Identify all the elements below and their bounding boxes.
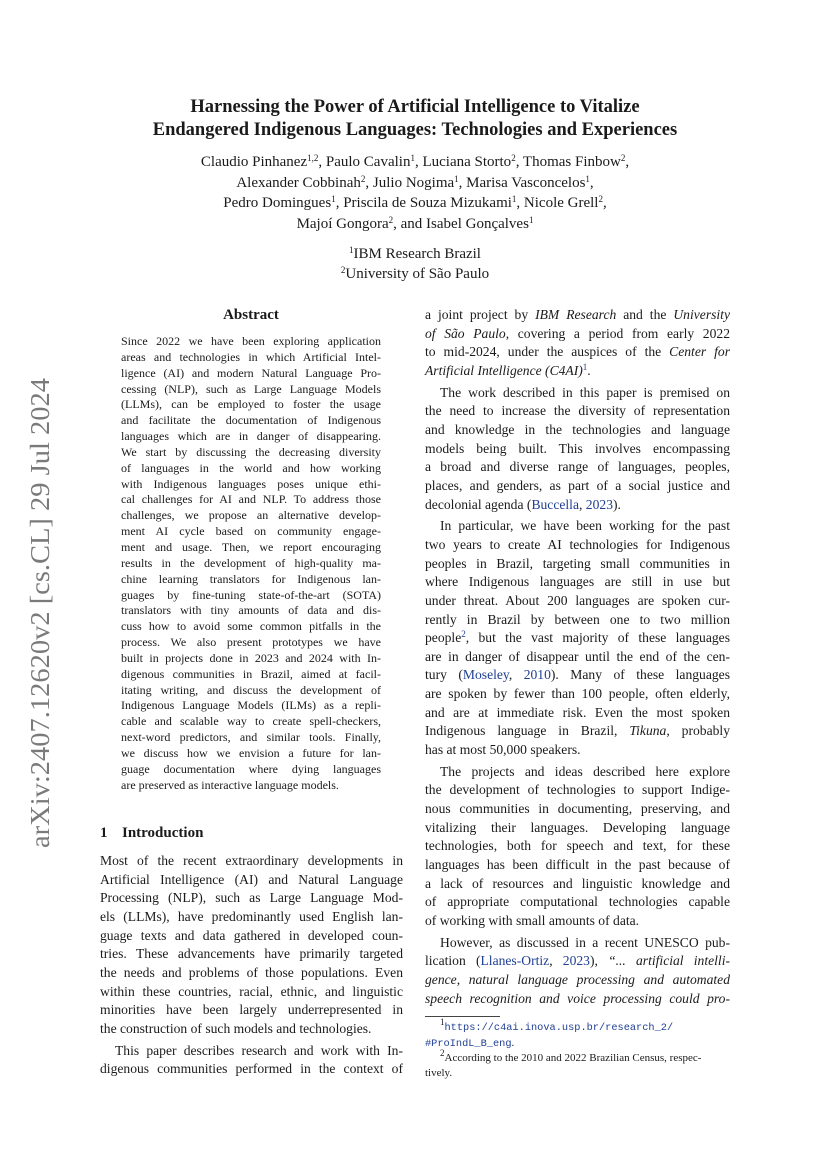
text-line: has at most 50,000 speakers.	[425, 742, 581, 758]
text-line: languages which are in danger of disappearing.	[121, 429, 381, 444]
paper-title-line-1: Harnessing the Power of Artificial Intelligence to Vitalize	[190, 97, 640, 117]
footnote-2	[425, 1048, 730, 1066]
affiliation-mark: 1	[349, 245, 354, 255]
text-line: Most of the recent extraordinary developments in	[100, 853, 403, 868]
quoted-text: speech recognition and voice processing could pro-	[425, 990, 730, 1006]
affiliation-mark: 1	[331, 194, 336, 204]
text-line: challenges, we propose an alternative develop-	[121, 508, 381, 523]
text-line: In particular, we have been working for the past	[440, 518, 730, 534]
text-line: places, and genders, as part of a social justice and	[425, 477, 730, 493]
affiliation-name: University of São Paulo	[345, 265, 490, 282]
paragraph	[425, 763, 730, 931]
text-run: a joint project by	[425, 307, 536, 322]
affiliation-mark: 2	[360, 173, 366, 184]
text-line: guages by fine-tuning state-of-the-art (SOTA)	[121, 587, 381, 602]
affiliation-mark: 1,2	[307, 153, 319, 163]
text-line: process. We also present prototypes we have	[121, 635, 381, 650]
left-column-text	[100, 852, 403, 1079]
footnote-1-cont	[425, 1036, 730, 1052]
text-line: cal challenges for AI and NLP. To address those	[121, 492, 381, 507]
text-line: are in danger of disappear until the end of the cen-	[425, 648, 730, 664]
affiliation-mark: 1	[410, 153, 415, 163]
text-line	[425, 952, 730, 971]
text-line: are preserved as interactive language models.	[121, 777, 339, 792]
citation-link[interactable]: 2010	[523, 667, 551, 683]
author-separator: ,	[625, 154, 630, 170]
text-line: and are at immediate risk. Even the most spoken	[425, 704, 730, 720]
text-line: vitalizing their languages. Developing language	[425, 819, 730, 835]
text-line: els (LLMs), have predominantly used English lan-	[100, 908, 403, 924]
emphasis-text: IBM Research	[535, 307, 617, 322]
affiliation-mark: 2	[620, 153, 626, 163]
text-line: cuss how to avoid some common pitfalls in the	[121, 619, 381, 634]
affiliation-2	[100, 265, 730, 285]
author-name: Majoí Gongora	[296, 215, 389, 232]
text-line: We start by discussing the decreasing diversity	[121, 444, 381, 459]
author-line-3	[100, 193, 730, 214]
text-run: Indigenous language in Brazil,	[425, 723, 630, 739]
right-column-text	[425, 306, 730, 1008]
text-line: the construction of such models and technologies.	[100, 1020, 372, 1036]
quoted-text: “... artificial intelli-	[608, 953, 730, 969]
affiliation-mark: 1	[585, 173, 590, 184]
text-line: the development of technologies to support Indige-	[425, 782, 730, 798]
text-line: guage documentation where dying languages	[121, 761, 381, 776]
text-line: Indigenous Language Models (ILMs) as a repli-	[121, 698, 381, 713]
text-run: ).	[612, 496, 621, 512]
text-line	[425, 362, 730, 381]
footnotes	[425, 1017, 730, 1080]
text-line: translators with tiny amounts of data and dis-	[121, 603, 381, 618]
author-list	[100, 152, 730, 234]
author-name: Claudio Pinhanez	[200, 154, 308, 170]
emphasis-text: Tikuna	[629, 723, 667, 739]
text-run: , covering a period from early 2022	[505, 325, 730, 341]
text-line: languages has been difficult in the past because of	[425, 857, 730, 873]
footnote-text: According to the 2010 and 2022 Brazilian Census, respec-	[444, 1052, 702, 1065]
author-line-1	[100, 152, 730, 173]
paragraph	[425, 517, 730, 629]
text-line: within these countries, racial, ethnic, and linguistic	[100, 983, 403, 999]
section-number: 1	[100, 825, 108, 841]
emphasis-text: of São Paulo	[425, 325, 506, 341]
text-run: lication (	[425, 953, 481, 969]
text-line	[425, 629, 730, 648]
citation-link[interactable]: 2023	[585, 496, 613, 512]
author-name: , Paulo Cavalin	[318, 154, 411, 170]
text-line: results in the development of high-quality ma-	[121, 555, 381, 570]
text-line	[425, 990, 730, 1009]
text-line: cable and scalable way to create spell-checkers,	[121, 714, 381, 729]
text-run: to mid-2024, under the auspices of the	[425, 344, 670, 360]
text-line: Since 2022 we have been exploring application	[121, 334, 381, 348]
text-run: ,	[508, 667, 524, 683]
text-line: and facilitate the documentation of Indigenous	[121, 413, 381, 428]
text-line: technologies, both for speech and text, for these	[425, 838, 730, 854]
author-name: , Marisa Vasconcelos	[458, 174, 586, 191]
text-run: , but the vast majority of these languages	[465, 630, 730, 646]
abstract-body	[121, 334, 381, 793]
text-run: .	[511, 1036, 515, 1049]
text-run: , probably	[666, 723, 730, 739]
text-line: tries. These advancements have primarily targeted	[100, 946, 403, 962]
author-separator: ,	[589, 174, 594, 191]
text-line: and knowledge in the technologies and language	[425, 421, 730, 437]
text-line: (LLMs), can be employed to foster the usage	[121, 397, 381, 412]
text-line	[425, 722, 730, 741]
author-name: , Julio Nogima	[365, 174, 455, 191]
section-heading-introduction	[100, 825, 402, 842]
text-line	[425, 666, 730, 685]
citation-link[interactable]: Buccella	[531, 496, 579, 512]
affiliation-mark: 1	[454, 173, 459, 184]
author-name: , Luciana Storto	[414, 154, 512, 170]
paper-title-line-2: Endangered Indigenous Languages: Technologies and Experiences	[152, 120, 678, 140]
text-line: Processing (NLP), such as Large Language Mod-	[100, 890, 403, 906]
text-line: with Indigenous languages poses unique ethi-	[121, 476, 381, 491]
text-run: tury (	[425, 667, 463, 683]
text-line: However, as discussed in a recent UNESCO pub-	[440, 934, 730, 950]
author-name: , and Isabel Gonçalves	[393, 215, 529, 232]
footnote-url-link[interactable]: https://c4ai.inova.usp.br/research_2/	[444, 1022, 674, 1034]
affiliation-1	[100, 245, 730, 265]
text-run: people	[425, 630, 462, 646]
text-line: digenous communities performed in the context of	[100, 1061, 403, 1077]
citation-link[interactable]: Moseley	[462, 667, 509, 683]
author-separator: ,	[602, 195, 607, 211]
author-name: Pedro Domingues	[223, 195, 332, 211]
emphasis-text: University	[673, 307, 730, 322]
text-line: two years to create AI technologies for Indigenous	[425, 536, 730, 552]
text-line: The work described in this paper is premised on	[440, 384, 730, 400]
text-line	[425, 343, 730, 362]
text-line: rently in Brazil by between one to two million	[425, 611, 730, 627]
text-line: a lack of resources and linguistic knowledge and	[425, 875, 730, 891]
text-line	[425, 306, 730, 325]
footnote-mark: 1	[440, 1017, 445, 1027]
text-line: built in projects done in 2023 and 2024 with In-	[121, 650, 381, 665]
author-name: , Thomas Finbow	[515, 154, 621, 170]
text-run: ,	[579, 496, 586, 512]
text-line: Artificial Intelligence (AI) and Natural Language	[100, 871, 403, 887]
text-run: and the	[616, 307, 674, 322]
text-line	[425, 971, 730, 990]
citation-link[interactable]: Llanes-Ortiz	[480, 953, 550, 969]
text-line: of appropriate computational technologies capable	[425, 894, 730, 910]
affiliation-mark: 2	[511, 153, 516, 163]
text-line: ment AI cycle based on community engage-	[121, 524, 381, 539]
text-line: cessing (NLP), such as Large Language Models	[121, 381, 381, 396]
author-line-4	[100, 214, 730, 235]
text-run: decolonial agenda (	[425, 496, 532, 512]
footnote-2-cont: tively.	[425, 1066, 453, 1079]
text-run: .	[587, 362, 591, 378]
text-line: a broad and diverse range of languages, peoples,	[425, 459, 730, 475]
text-run: ),	[589, 953, 609, 969]
affiliations	[100, 245, 730, 284]
text-line	[425, 496, 730, 515]
text-run: ). Many of these languages	[550, 667, 731, 683]
text-run: ,	[549, 953, 563, 969]
footnote-mark: 2	[440, 1048, 445, 1059]
paper-title	[100, 96, 730, 142]
author-name: , Nicole Grell	[516, 195, 599, 211]
text-line: are spoken by fewer than 100 people, often elderly,	[425, 686, 730, 702]
text-line: This paper describes research and work with In-	[115, 1042, 403, 1058]
text-line: areas and technologies in which Artificial Intel-	[121, 349, 381, 364]
footnote-rule	[425, 1016, 500, 1017]
text-line: under threat. About 200 languages are spoken cur-	[425, 592, 730, 608]
text-line: chine learning translators for Indigenous lan-	[121, 571, 381, 586]
text-line: ment and usage. Then, we report encouraging	[121, 539, 381, 554]
text-line: of working with small amounts of data.	[425, 913, 640, 928]
text-line: The projects and ideas described here explore	[440, 763, 730, 779]
footnote-link-2[interactable]: 2	[461, 629, 466, 640]
affiliation-mark: 1	[511, 194, 517, 204]
abstract-heading: Abstract	[223, 307, 279, 323]
affiliation-mark: 1	[528, 214, 534, 225]
text-line: nous communities in documenting, preserving, and	[425, 801, 730, 817]
text-line: minorities have been largely underrepresented in	[100, 1002, 403, 1018]
citation-link[interactable]: 2023	[562, 953, 590, 969]
affiliation-name: IBM Research Brazil	[353, 246, 481, 262]
text-line: next-word predictors, and similar tools. Finally,	[121, 730, 381, 745]
footnote-1	[425, 1017, 730, 1036]
affiliation-mark: 2	[598, 194, 603, 204]
arxiv-stamp-text: arXiv:2407.12620v2 [cs.CL] 29 Jul 2024	[25, 402, 55, 848]
author-line-2	[100, 173, 730, 194]
footnote-url-link[interactable]: #ProIndL_B_eng	[425, 1037, 512, 1050]
text-line: where Indigenous languages are still in use but	[425, 574, 730, 590]
text-line: peoples in Brazil, targeting small communities in	[425, 555, 730, 571]
paragraph	[425, 384, 730, 496]
arxiv-identifier-stamp	[22, 378, 56, 848]
text-line: the need to increase the diversity of representation	[425, 403, 730, 419]
author-name: , Priscila de Souza Mizukami	[335, 195, 512, 211]
text-line: of languages in the world and how working	[121, 460, 381, 475]
author-name: Alexander Cobbinah	[236, 174, 361, 191]
footnote-link-1[interactable]: 1	[582, 361, 588, 372]
text-line: itating writing, and discuss the development of	[121, 682, 381, 697]
text-line: digenous communities in Brazil, aimed at facil-	[121, 666, 381, 681]
affiliation-mark: 2	[340, 264, 346, 275]
text-line: ligence (AI) and modern Natural Language Pro-	[121, 365, 381, 380]
text-line: we discuss how we envision a future for lan-	[121, 745, 381, 760]
paragraph-continued	[425, 685, 730, 722]
affiliation-mark: 2	[388, 214, 394, 225]
emphasis-text: Center for	[669, 344, 730, 360]
text-line: the needs and problems of those populations. Even	[100, 964, 403, 980]
text-line	[425, 325, 730, 344]
section-title: Introduction	[122, 825, 204, 841]
emphasis-text: Artificial Intelligence (C4AI)	[425, 362, 583, 378]
text-line: models being built. This involves encompassing	[425, 440, 730, 456]
quoted-text: gence, natural language processing and automated	[425, 971, 730, 987]
text-line: guage texts and data gathered in developed coun-	[100, 927, 403, 943]
